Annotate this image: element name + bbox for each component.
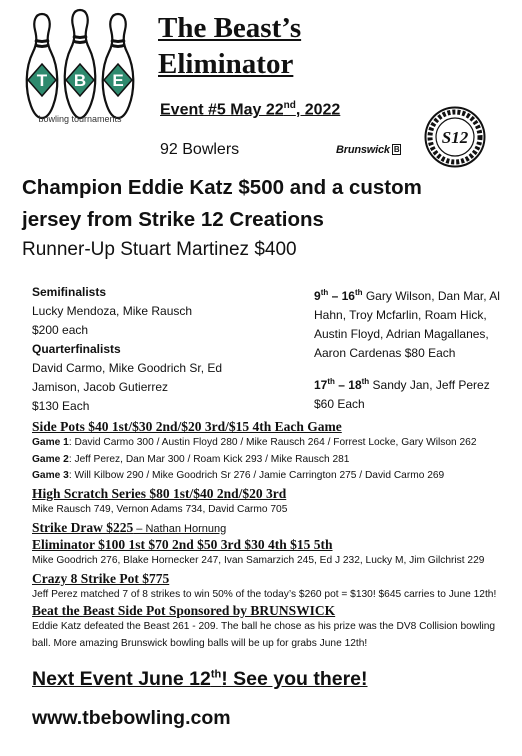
- bowler-count: 92 Bowlers: [160, 141, 240, 158]
- quarterfinalists-prize: $130 Each: [32, 399, 90, 413]
- game-3-results: [32, 468, 518, 485]
- game-1-label: Game 1: [32, 437, 69, 448]
- semis-quarters-column: [32, 283, 302, 416]
- high-scratch-section: [32, 485, 518, 519]
- game-1-results: [32, 435, 518, 452]
- brunswick-logo: [336, 144, 401, 156]
- places-17-18-line-1: [314, 372, 514, 395]
- quarterfinalists-line-1: David Carmo, Mike Goodrich Sr, Ed: [32, 361, 223, 375]
- seal-text: S12: [441, 128, 469, 147]
- strike-draw-winner: – Nathan Hornung: [133, 523, 227, 535]
- place-17-sup: th: [327, 377, 335, 386]
- strike-12-seal: [424, 106, 486, 168]
- champion-line-2: jersey from Strike 12 Creations: [22, 208, 324, 231]
- semifinalists-heading: Semifinalists: [32, 285, 107, 299]
- quarterfinalists-line-2: Jamison, Jacob Gutierrez: [32, 380, 169, 394]
- runner-up-text: Runner-Up Stuart Martinez $400: [22, 239, 297, 260]
- places-9-16-line-1: [314, 283, 514, 306]
- high-scratch-heading: High Scratch Series $80 1st/$40 2nd/$20 3rd: [32, 486, 287, 501]
- brunswick-b-icon: B: [393, 145, 400, 154]
- crazy-8-heading: Crazy 8 Strike Pot $775: [32, 571, 170, 586]
- game-2-label: Game 2: [32, 453, 69, 465]
- logo-letter-e: E: [112, 71, 124, 90]
- next-event-rest: ! See you there!: [221, 668, 368, 690]
- place-16-sup: th: [354, 288, 363, 297]
- website-url: www.tbebowling.com: [32, 707, 231, 729]
- game-2-text: : Jeff Perez, Dan Mar 300 / Roam Kick 293 / Mike Rausch 281: [68, 453, 350, 465]
- brunswick-wordmark: Brunswick: [336, 144, 390, 156]
- logo-letter-t: T: [36, 71, 48, 90]
- event-line: [160, 100, 340, 119]
- beat-the-beast-text: Eddie Katz defeated the Beast 261 - 209. The ball he chose as his prize was the DV8 Collision bowling ball. More amazing Brunswick bowling balls will be up for grabs June 12th!: [32, 621, 496, 649]
- event-text: Event #5 May 22: [160, 101, 284, 119]
- game-2-results: [32, 452, 518, 469]
- side-pots-heading: Side Pots $40 1st/$30 2nd/$20 3rd/$15 4th Each Game: [32, 419, 342, 434]
- beat-the-beast-heading: Beat the Beast Side Pot Sponsored by BRUNSWICK: [32, 603, 336, 618]
- beat-the-beast-section: [32, 602, 510, 652]
- places-9-16-names-start: Gary Wilson, Dan Mar, Al: [362, 289, 500, 303]
- logo-subtitle: bowling tournaments: [38, 114, 122, 124]
- champion-line-1: Champion Eddie Katz $500 and a custom: [22, 176, 422, 199]
- title-line-2: Eliminator: [158, 48, 294, 80]
- event-sup: nd: [283, 100, 296, 111]
- next-event-text: Next Event June 12: [32, 668, 211, 690]
- places-9-16-line-4: Aaron Cardenas $80 Each: [314, 346, 456, 360]
- place-18-sup: th: [361, 377, 370, 386]
- semifinalists-names: Lucky Mendoza, Mike Rausch: [32, 304, 193, 318]
- next-event-line: [32, 668, 368, 691]
- page-title: [158, 10, 301, 82]
- crazy-8-section: [32, 570, 518, 604]
- place-16: – 16: [328, 289, 355, 303]
- places-17-18-names: Sandy Jan, Jeff Perez: [369, 378, 490, 392]
- title-line-1: The Beast’s: [158, 12, 302, 44]
- places-column: [314, 283, 514, 414]
- next-event-sup: th: [210, 668, 222, 681]
- event-year: , 2022: [295, 101, 341, 119]
- places-17-18-prize: $60 Each: [314, 397, 365, 411]
- tbe-logo: [18, 8, 142, 128]
- place-9-sup: th: [320, 288, 329, 297]
- game-1-text: : David Carmo 300 / Austin Floyd 280 / Mike Rausch 264 / Forrest Locke, Gary Wilson 262: [68, 437, 477, 448]
- game-3-text: : Will Kilbow 290 / Mike Goodrich Sr 276 / Jamie Carrington 275 / David Carmo 269: [68, 470, 445, 481]
- champion-text: [22, 172, 512, 236]
- semifinalists-prize: $200 each: [32, 323, 89, 337]
- strike-draw-heading: Strike Draw $225: [32, 520, 134, 535]
- crazy-8-results: Jeff Perez matched 7 of 8 strikes to win 50% of the today’s $260 pot = $130! $645 carries to June 12th!: [32, 589, 497, 600]
- place-9: 9: [314, 289, 321, 303]
- quarterfinalists-heading: Quarterfinalists: [32, 342, 121, 356]
- logo-letter-b: B: [73, 71, 87, 90]
- eliminator-heading: Eliminator $100 1st $70 2nd $50 3rd $30 4th $15 5th: [32, 537, 333, 552]
- places-9-16-line-2: Hahn, Troy Mcfarlin, Roam Hick,: [314, 308, 487, 322]
- place-18: – 18: [334, 378, 362, 392]
- place-17: 17: [314, 378, 328, 392]
- eliminator-results: Mike Goodrich 276, Blake Hornecker 247, Ivan Samarzich 245, Ed J 232, Lucky M, Jim Gilchrist 229: [32, 555, 485, 566]
- high-scratch-results: Mike Rausch 749, Vernon Adams 734, David Carmo 705: [32, 504, 288, 515]
- game-3-label: Game 3: [32, 470, 69, 481]
- eliminator-section: [32, 536, 518, 570]
- places-9-16-line-3: Austin Floyd, Adrian Magallanes,: [314, 327, 489, 341]
- side-pots-section: [32, 418, 518, 485]
